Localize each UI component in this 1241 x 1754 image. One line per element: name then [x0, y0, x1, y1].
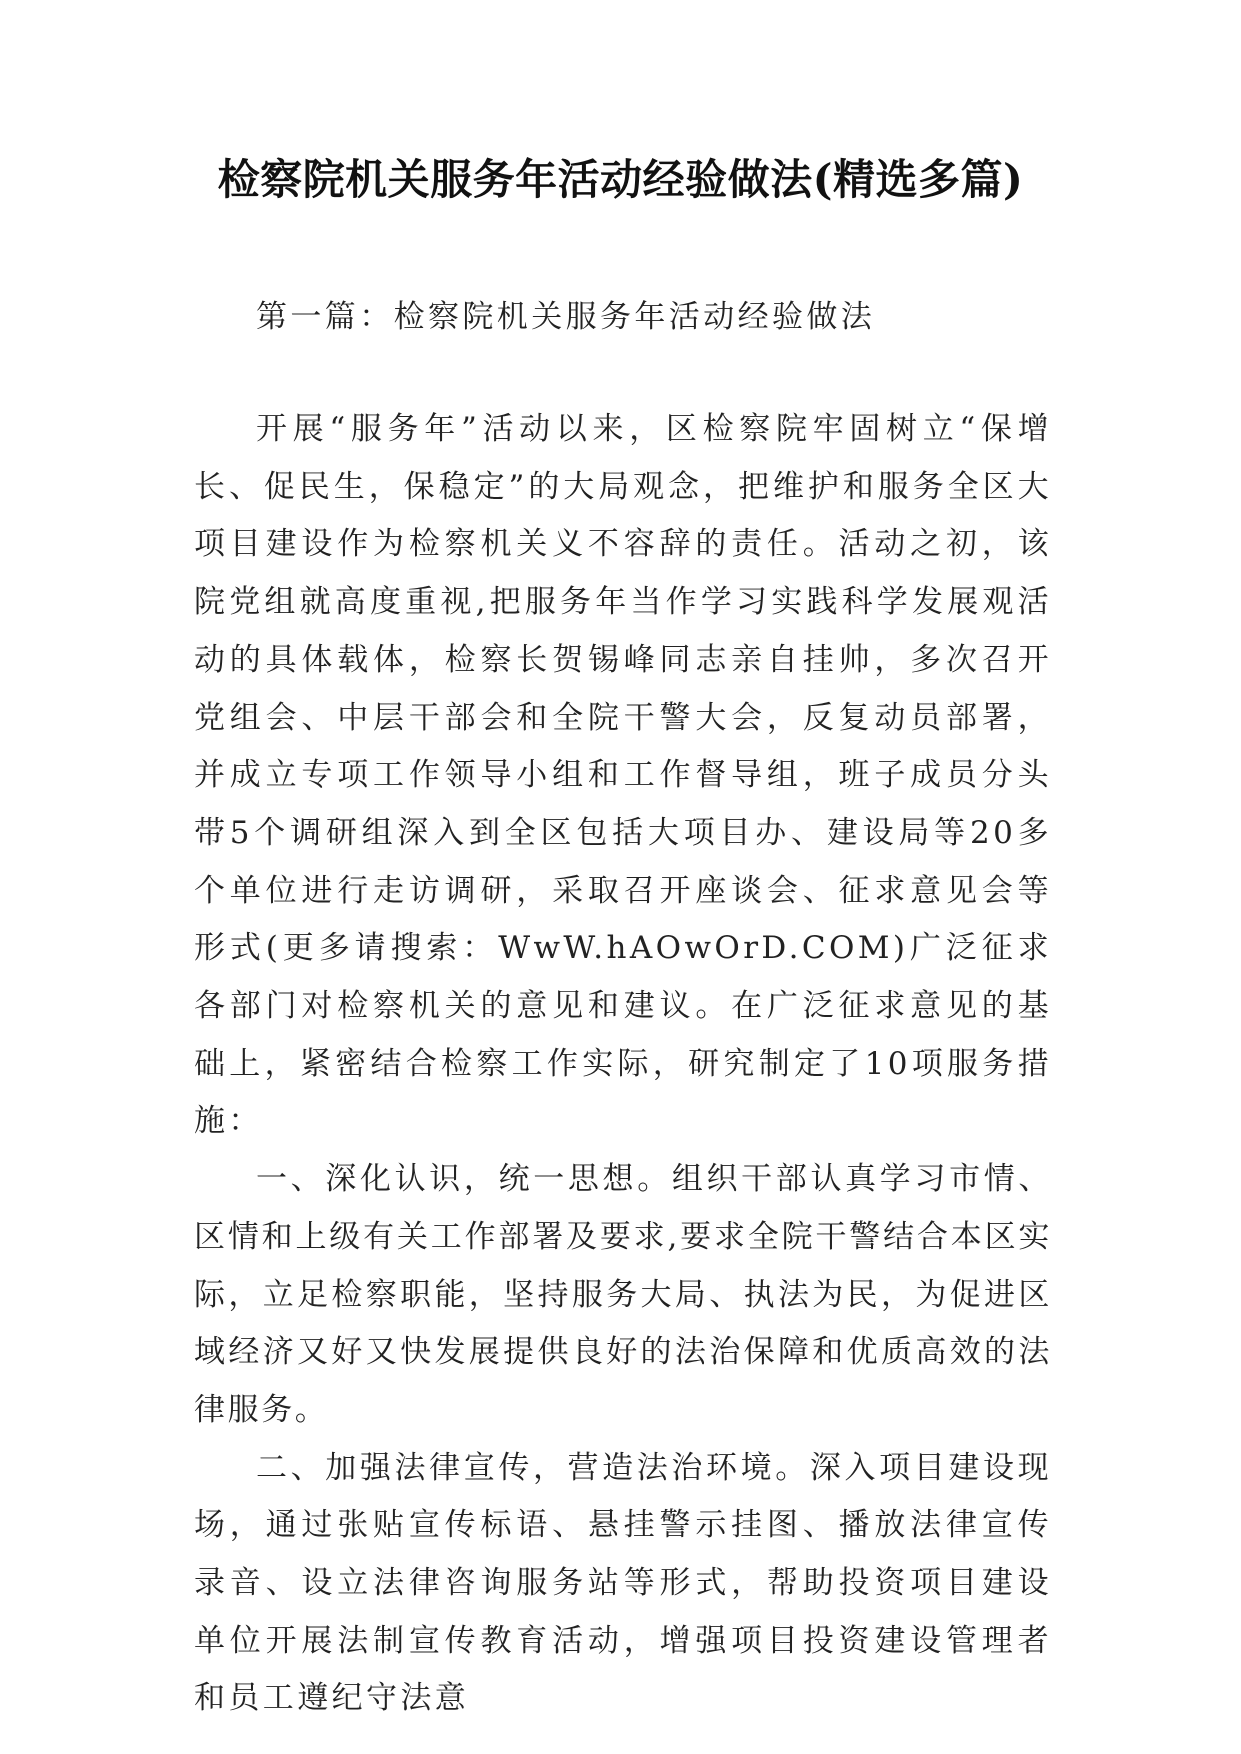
paragraph-measure-2: 二、加强法律宣传，营造法治环境。深入项目建设现场，通过张贴宣传标语、悬挂警示挂图、播放法律宣传录音、设立法律咨询服务站等形式，帮助投资项目建设单位开展法制宣传教育活动，增强项目投资建设管理者和员工遵纪守法意 — [194, 1449, 1052, 1717]
section-heading: 第一篇：检察院机关服务年活动经验做法 — [256, 299, 876, 335]
paragraph-measure-1: 一、深化认识，统一思想。组织干部认真学习市情、区情和上级有关工作部署及要求,要求全院干警结合本区实际，立足检察职能，坚持服务大局、执法为民，为促进区域经济又好又快发展提供良好的法治保障和优质高效的法律服务。 — [194, 1161, 1052, 1428]
document-body — [194, 287, 1052, 1728]
paragraph-intro: 开展“服务年”活动以来，区检察院牢固树立“保增长、促民生，保稳定”的大局观念，把维护和服务全区大项目建设作为检察机关义不容辞的责任。活动之初，该院党组就高度重视,把服务年当作学习实践科学发展观活动的具体载体，检察长贺锡峰同志亲自挂帅，多次召开党组会、中层干部会和全院干警大会，反复动员部署，并成立专项工作领导小组和工作督导组，班子成员分头带5个调研组深入到全区包括大项目办、建设局等20多个单位进行走访调研，采取召开座谈会、征求意见会等形式(更多请搜索：WwW.hAOwOrD.COM)广泛征求各部门对检察机关的意见和建议。在广泛征求意见的基础上，紧密结合检察工作实际，研究制定了10项服务措施： — [194, 411, 1052, 1140]
document-title: 检察院机关服务年活动经验做法(精选多篇) — [217, 155, 1024, 204]
